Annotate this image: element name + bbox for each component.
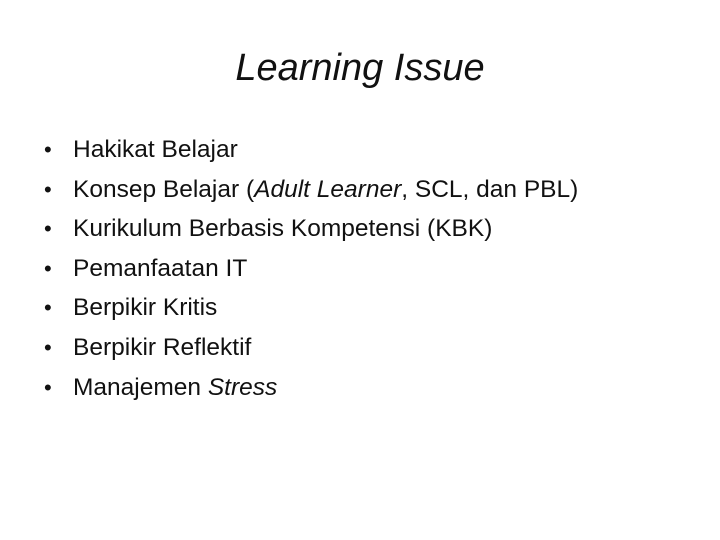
bullet-icon: • — [44, 334, 52, 360]
list-item — [44, 209, 578, 249]
list-item-emphasis: Adult Learner — [254, 175, 402, 203]
bullet-icon: • — [44, 255, 52, 281]
bullet-icon: • — [44, 176, 52, 202]
list-item — [44, 170, 578, 210]
list-item — [44, 249, 578, 289]
bullet-icon: • — [44, 137, 52, 162]
bullet-list — [44, 130, 578, 407]
list-item — [44, 368, 578, 408]
list-item-text: Berpikir Reflektif — [73, 333, 252, 361]
list-item — [44, 130, 578, 170]
list-item-text: Hakikat Belajar — [73, 136, 238, 163]
list-item — [44, 288, 578, 328]
list-item-text: Berpikir Kritis — [73, 294, 218, 322]
slide-title: Learning Issue — [235, 47, 485, 89]
list-item — [44, 328, 578, 368]
list-item-text: Konsep Belajar ( — [73, 175, 255, 203]
list-item-text: Manajemen — [73, 373, 208, 401]
bullet-icon: • — [44, 216, 52, 242]
list-item-emphasis: Stress — [207, 373, 278, 401]
list-item-text: Kurikulum Berbasis Kompetensi (KBK) — [73, 215, 493, 243]
bullet-icon: • — [44, 374, 52, 400]
bullet-icon: • — [44, 295, 52, 321]
list-item-text: , SCL, dan PBL) — [401, 175, 579, 203]
list-item-text: Pemanfaatan IT — [73, 254, 248, 282]
